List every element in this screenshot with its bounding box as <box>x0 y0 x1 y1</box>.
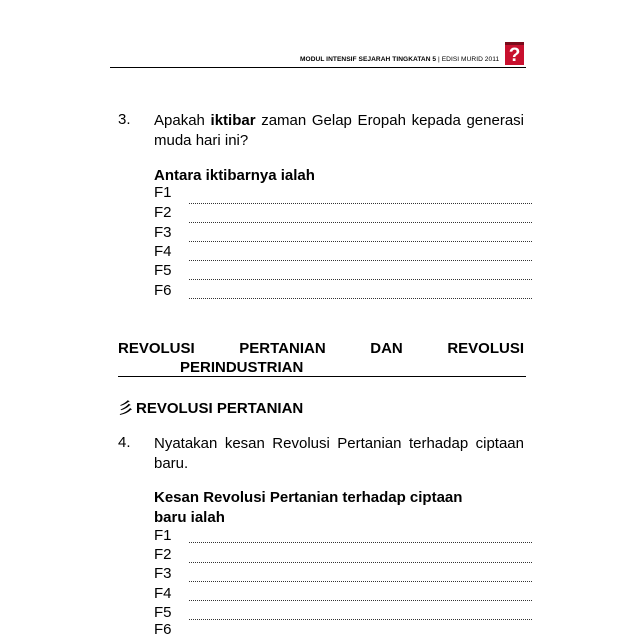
question-mark-icon <box>505 42 524 65</box>
q3-f6-answer-line[interactable] <box>189 298 532 299</box>
q4-f3-label: F3 <box>154 565 172 582</box>
q4-f6-label: F6 <box>154 621 172 638</box>
section-title-word-3: DAN <box>370 340 403 357</box>
q4-f3-answer-line[interactable] <box>189 581 532 582</box>
header-separator: | <box>436 56 442 63</box>
section-title-word-4: REVOLUSI <box>447 340 524 357</box>
header-rule <box>110 67 526 68</box>
section-title <box>118 339 524 377</box>
question-4-text: Nyatakan kesan Revolusi Pertanian terhadap ciptaan baru. <box>154 435 524 472</box>
section-title-line-2: PERINDUSTRIAN <box>180 359 304 376</box>
subheading-bullet-icon: 彡 <box>118 400 134 417</box>
q4-answer-intro: Kesan Revolusi Pertanian terhadap ciptaan baru ialah <box>154 489 463 526</box>
q3-f4-answer-line[interactable] <box>189 260 532 261</box>
question-3-number: 3. <box>118 111 131 128</box>
subheading <box>118 397 303 418</box>
q3-f2-answer-line[interactable] <box>189 222 532 223</box>
q3-keyword: iktibar <box>210 112 256 129</box>
edition-label: EDISI MURID 2011 <box>441 56 500 63</box>
module-title: MODUL INTENSIF SEJARAH TINGKATAN 5 <box>300 56 437 63</box>
q4-f1-label: F1 <box>154 527 172 544</box>
question-3-text <box>154 111 524 151</box>
q3-text-before: Apakah <box>154 112 211 129</box>
q3-f5-label: F5 <box>154 262 172 279</box>
q4-f5-label: F5 <box>154 604 172 621</box>
q4-f5-answer-line[interactable] <box>189 619 532 620</box>
q4-f1-answer-line[interactable] <box>189 542 532 543</box>
q3-f3-answer-line[interactable] <box>189 241 532 242</box>
q4-f2-answer-line[interactable] <box>189 562 532 563</box>
q3-f6-label: F6 <box>154 282 172 299</box>
q3-answer-intro: Antara iktibarnya ialah <box>154 167 315 184</box>
q3-f1-label: F1 <box>154 184 172 201</box>
q3-f2-label: F2 <box>154 204 172 221</box>
q3-f4-label: F4 <box>154 243 172 260</box>
q4-f4-label: F4 <box>154 585 172 602</box>
running-header <box>300 56 499 63</box>
q3-f1-answer-line[interactable] <box>189 203 532 204</box>
q3-f3-label: F3 <box>154 224 172 241</box>
subheading-text: REVOLUSI PERTANIAN <box>136 400 304 417</box>
section-title-word-1: REVOLUSI <box>118 340 195 357</box>
q3-f5-answer-line[interactable] <box>189 279 532 280</box>
svg-text:?: ? <box>508 45 521 65</box>
question-4-number: 4. <box>118 434 131 451</box>
section-rule <box>118 376 526 377</box>
section-title-word-2: PERTANIAN <box>239 340 326 357</box>
q4-f2-label: F2 <box>154 546 172 563</box>
q4-f4-answer-line[interactable] <box>189 600 532 601</box>
q3-text-after: zaman Gelap Eropah kepada generasi muda hari ini? <box>154 112 524 149</box>
